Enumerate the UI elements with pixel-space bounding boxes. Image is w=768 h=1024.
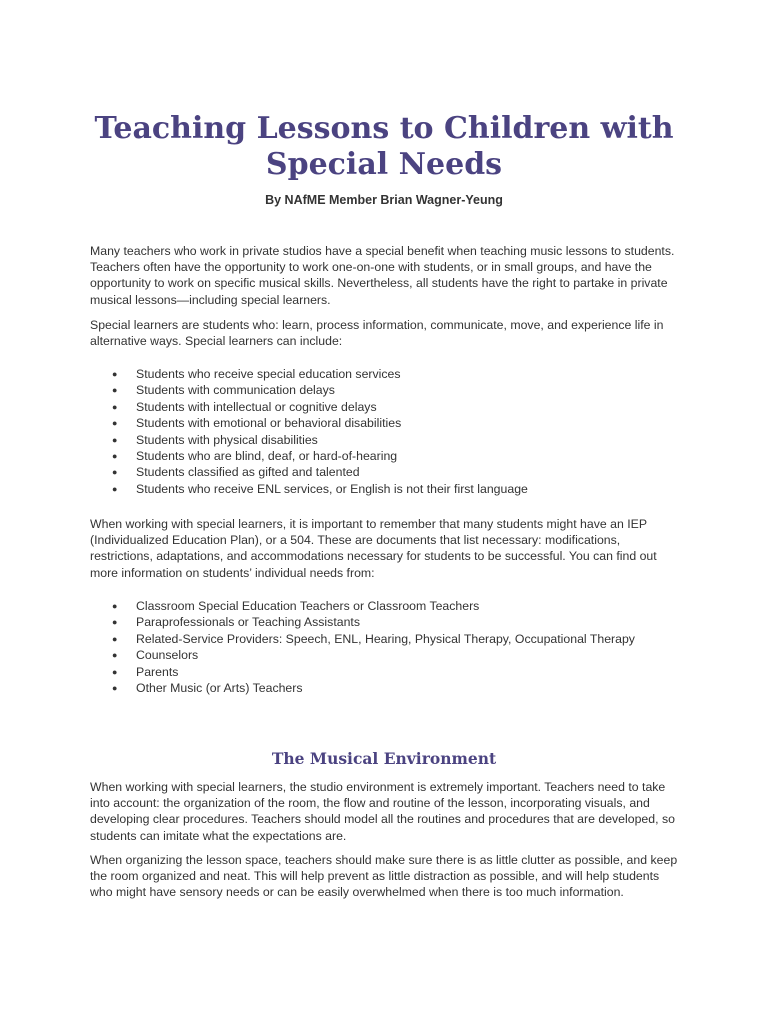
list-item-text: Students who receive ENL services, or English is not their first language <box>136 481 528 496</box>
bullet-icon: ● <box>112 451 118 462</box>
environment-paragraph-1 <box>90 779 680 844</box>
list-item-text: Other Music (or Arts) Teachers <box>136 681 303 696</box>
bullet-icon: ● <box>112 666 118 677</box>
list-item-text: Classroom Special Education Teachers or Classroom Teachers <box>136 599 480 613</box>
bullet-icon: ● <box>112 369 118 379</box>
list-item <box>90 464 690 480</box>
bullet-icon: ● <box>112 467 118 478</box>
list-item <box>90 432 690 448</box>
list-item <box>90 481 690 497</box>
environment-paragraph-2-text: When organizing the lesson space, teachers should make sure there is as little clutter as possible, and keep the room organized and neat. This will help prevent as little distraction as possible, and will help students who might have sensory needs or can be easily overwhelmed when there is too much information. <box>90 853 678 900</box>
bullet-icon: ● <box>112 401 118 412</box>
list-item <box>90 448 690 464</box>
bullet-icon: ● <box>112 483 118 494</box>
bullet-icon: ● <box>112 617 118 628</box>
list-item-text: Students with physical disabilities <box>136 432 318 447</box>
environment-paragraph-2 <box>90 852 680 901</box>
list-item <box>90 664 690 680</box>
list-item-text: Paraprofessionals or Teaching Assistants <box>136 615 360 630</box>
list-item-text: Students who receive special education services <box>136 367 401 381</box>
bullet-icon: ● <box>112 385 118 396</box>
list-item <box>90 366 690 382</box>
list-item-text: Counselors <box>136 648 199 663</box>
intro-paragraph-2 <box>90 317 680 349</box>
intro-paragraph-1-text: Many teachers who work in private studios have a special benefit when teaching music lessons to students. Teachers often have the opportunity to work one-on-one with students, or in small groups, and have the opportunity to work on specific musical skills. Nevertheless, all students have the right to partake in private musical lessons—including special learners. <box>90 244 675 307</box>
list-item-text: Parents <box>136 664 179 679</box>
list-item <box>90 598 690 614</box>
list-item <box>90 647 690 663</box>
list-item <box>90 614 690 630</box>
list-item-text: Related-Service Providers: Speech, ENL, Hearing, Physical Therapy, Occupational Therapy <box>136 631 635 646</box>
list-item-text: Students with emotional or behavioral disabilities <box>136 416 402 431</box>
bullet-icon: ● <box>112 434 118 445</box>
bullet-icon: ● <box>112 683 118 694</box>
list-item-text: Students who are blind, deaf, or hard-of-hearing <box>136 449 398 464</box>
list-item <box>90 399 690 415</box>
section-heading-musical-environment: The Musical Environment <box>271 749 497 768</box>
list-item <box>90 382 690 398</box>
list-item <box>90 680 690 696</box>
bullet-icon: ● <box>112 601 118 611</box>
bullet-icon: ● <box>112 418 118 429</box>
list-item <box>90 415 690 431</box>
list-item-text: Students with communication delays <box>136 383 335 398</box>
list-item <box>90 631 690 647</box>
iep-paragraph <box>90 516 680 581</box>
environment-paragraph-1-text: When working with special learners, the studio environment is extremely important. Teachers need to take into account: the organization of the room, the flow and routine of the lesson, incorporating visuals, and developing clear procedures. Teachers should model all the routines and procedures that are developed, so students can imitate what the expectations are. <box>90 780 675 843</box>
list-item-text: Students with intellectual or cognitive delays <box>136 399 377 414</box>
iep-paragraph-text: When working with special learners, it is important to remember that many students might have an IEP (Individualized Education Plan), or a 504. These are documents that list necessary: modifications, restrictions, adaptations, and accommodations necessary for students to be successful. You can find out more information on students’ individual needs from: <box>90 517 657 580</box>
author-byline: By NAfME Member Brian Wagner-Yeung <box>265 193 503 207</box>
info-sources-list <box>90 598 690 696</box>
intro-paragraph-2-text: Special learners are students who: learn, process information, communicate, move, and experience life in alternative ways. Special learners can include: <box>90 318 664 349</box>
document-title: Teaching Lessons to Children with Special Needs <box>94 111 674 182</box>
bullet-icon: ● <box>112 633 118 644</box>
bullet-icon: ● <box>112 650 118 661</box>
special-learners-list <box>90 366 690 497</box>
intro-paragraph-1 <box>90 243 680 308</box>
list-item-text: Students classified as gifted and talented <box>136 465 360 480</box>
